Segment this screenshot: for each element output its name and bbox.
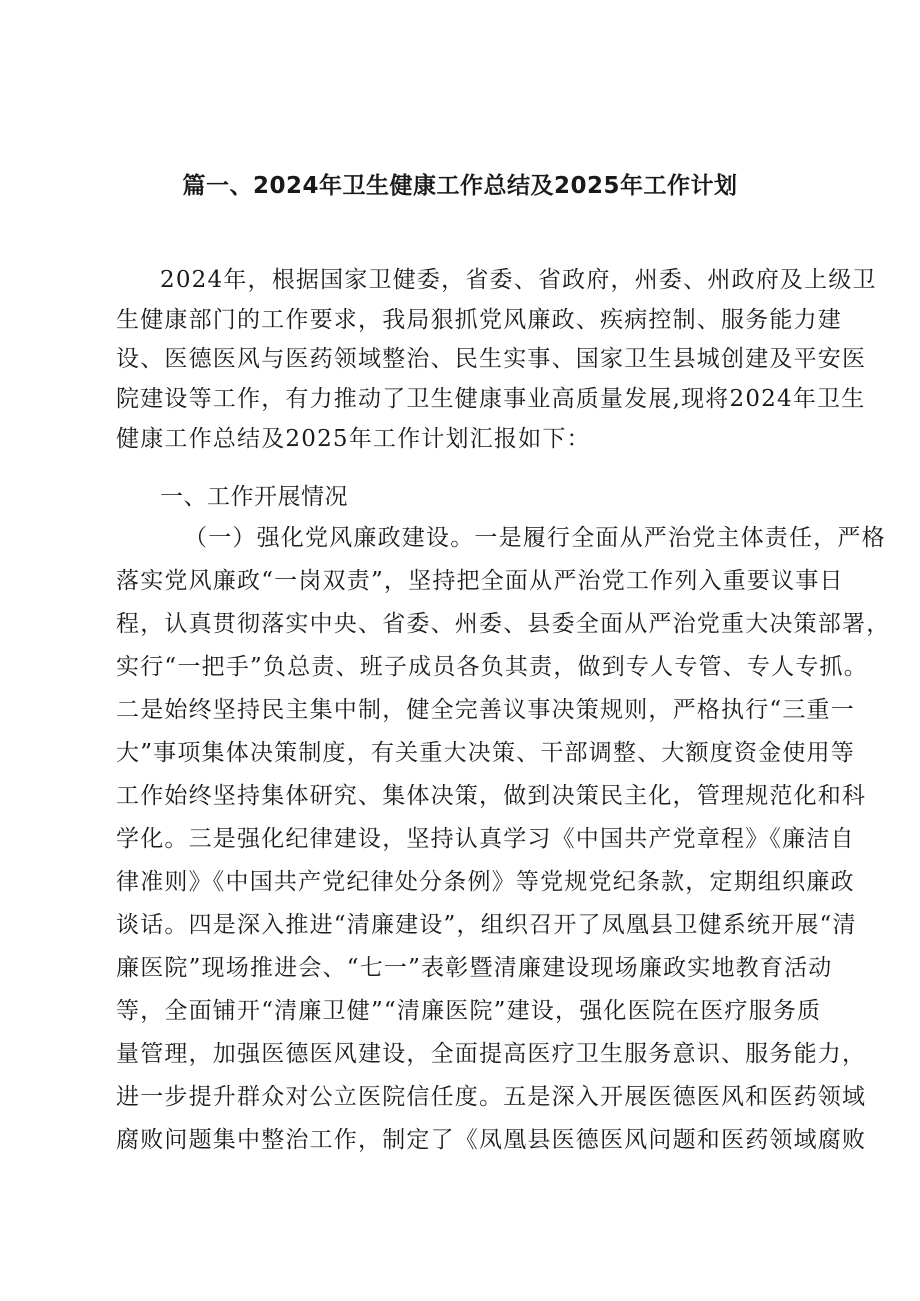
body-line: （一）强化党风廉政建设。一是履行全面从严治党主体责任，严格 xyxy=(184,525,886,551)
body-line: 腐败问题集中整治工作，制定了《凤凰县医德医风问题和医药领域腐败 xyxy=(116,1127,867,1153)
body-line: 工作始终坚持集体研究、集体决策，做到决策民主化，管理规范化和科 xyxy=(116,783,867,809)
intro-line: 2024年，根据国家卫健委，省委、省政府，州委、州政府及上级卫 xyxy=(160,267,877,293)
body-line: 进一步提升群众对公立医院信任度。五是深入开展医德医风和医药领域 xyxy=(116,1084,867,1110)
intro-line: 设、医德医风与医药领域整治、民生实事、国家卫生县城创建及平安医 xyxy=(116,346,867,372)
intro-line: 院建设等工作，有力推动了卫生健康事业高质量发展,现将2024年卫生 xyxy=(116,386,866,412)
body-line: 落实党风廉政“一岗双责”，坚持把全面从严治党工作列入重要议事日 xyxy=(116,568,844,594)
body-line: 实行“一把手”负总责、班子成员各负其责，做到专人专管、专人专抓。 xyxy=(116,654,868,680)
intro-line: 健康工作总结及2025年工作计划汇报如下： xyxy=(116,426,591,452)
body-line: 二是始终坚持民主集中制，健全完善议事决策规则，严格执行“三重一 xyxy=(116,697,855,723)
body-line: 等，全面铺开“清廉卫健”“清廉医院”建设，强化医院在医疗服务质 xyxy=(116,998,822,1024)
document-title: 篇一、2024年卫生健康工作总结及2025年工作计划 xyxy=(182,173,738,199)
body-line: 大”事项集体决策制度，有关重大决策、干部调整、大额度资金使用等 xyxy=(116,740,855,766)
body-line: 谈话。四是深入推进“清廉建设”，组织召开了凤凰县卫健系统开展“清 xyxy=(116,912,857,938)
body-line: 学化。三是强化纪律建设，坚持认真学习《中国共产党章程》《廉洁自 xyxy=(116,826,855,852)
body-line: 量管理，加强医德医风建设，全面提高医疗卫生服务意识、服务能力， xyxy=(116,1041,867,1067)
intro-line: 生健康部门的工作要求，我局狠抓党风廉政、疾病控制、服务能力建 xyxy=(116,307,842,333)
section-heading: 一、工作开展情况 xyxy=(160,484,348,510)
body-line: 律准则》《中国共产党纪律处分条例》等党规党纪条款，定期组织廉政 xyxy=(116,869,855,895)
body-line: 廉医院”现场推进会、“七一”表彰暨清廉建设现场廉政实地教育活动 xyxy=(116,955,833,981)
body-line: 程，认真贯彻落实中央、省委、州委、县委全面从严治党重大决策部署， xyxy=(116,611,891,637)
